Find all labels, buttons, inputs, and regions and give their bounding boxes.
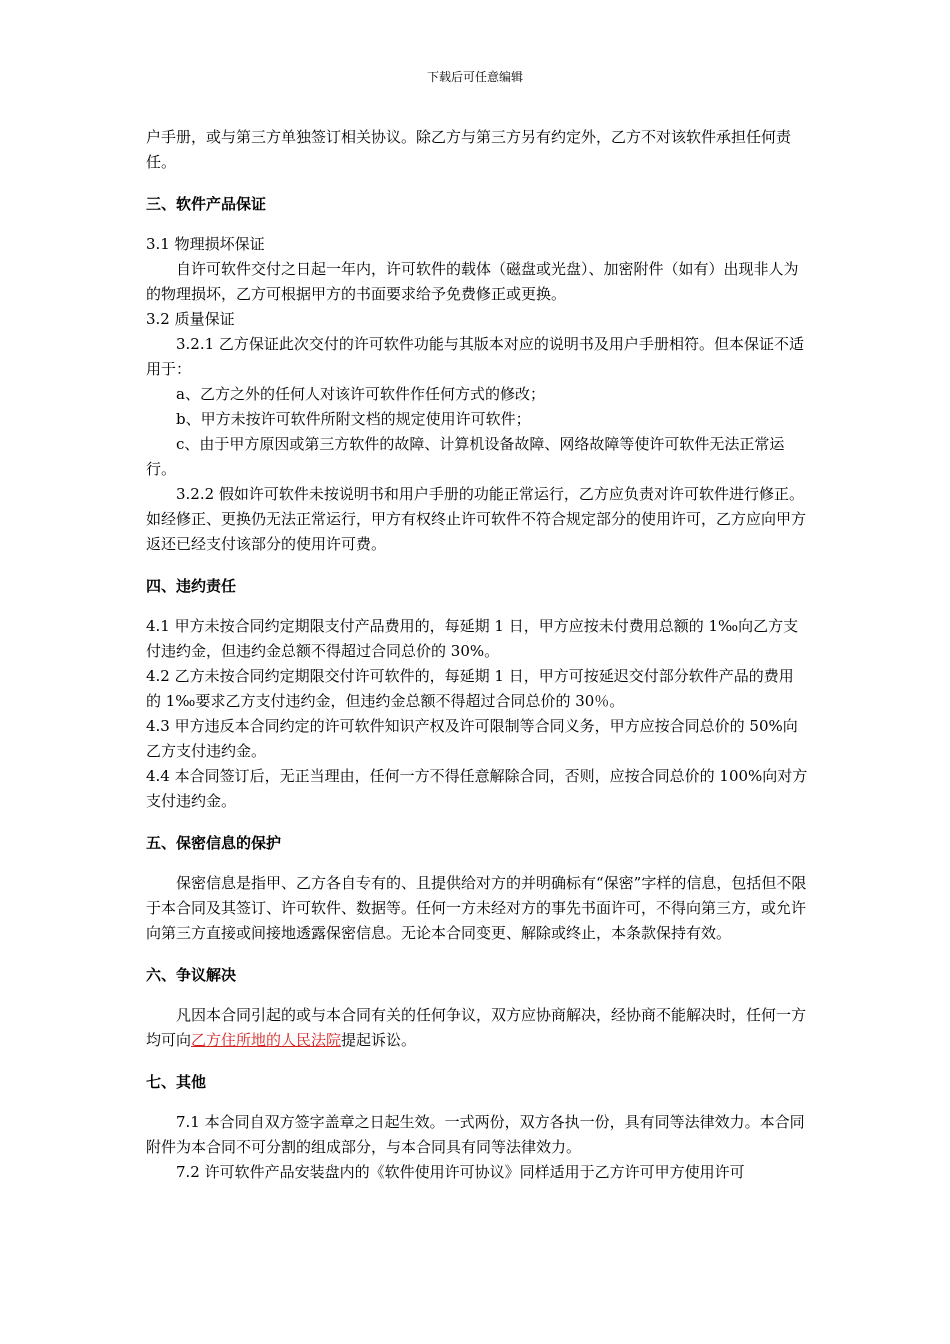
section-4-1: 4.1 甲方未按合同约定期限支付产品费用的，每延期 1 日，甲方应按未付费用总额的 1‰向乙方支付违约金，但违约金总额不得超过合同总价的 30%。 xyxy=(146,617,799,660)
section-6-text-b: 提起诉讼。 xyxy=(341,1031,417,1049)
intro-paragraph: 户手册，或与第三方单独签订相关协议。除乙方与第三方另有约定外，乙方不对该软件承担任何责任。 xyxy=(146,128,792,171)
section-7-1-paragraph: 7.1 本合同自双方签字盖章之日起生效。一式两份，双方各执一份，具有同等法律效力。本合同附件为本合同不可分割的组成部分，与本合同具有同等法律效力。 xyxy=(146,1113,805,1156)
document-body xyxy=(146,125,808,1185)
section-3-2-2-paragraph: 3.2.2 假如许可软件未按说明书和用户手册的功能正常运行，乙方应负责对许可软件进行修正。如经修正、更换仍无法正常运行，甲方有权终止许可软件不符合规定部分的使用许可，乙方应向甲方返还已经支付该部分的使用许可费。 xyxy=(146,485,807,553)
section-4-3: 4.3 甲方违反本合同约定的许可软件知识产权及许可限制等合同义务，甲方应按合同总价的 50%向乙方支付违约金。 xyxy=(146,717,798,760)
section-3-title: 三、软件产品保证 xyxy=(146,195,267,213)
highlight-court-location: 乙方住所地的 xyxy=(191,1031,282,1049)
section-7-title: 七、其他 xyxy=(146,1073,207,1091)
section-5-paragraph: 保密信息是指甲、乙方各自专有的、且提供给对方的并明确标有“保密”字样的信息，包括但不限于本合同及其签订、许可软件、数据等。任何一方未经对方的事先书面许可，不得向第三方，或允许向第三方直接或间接地透露保密信息。无论本合同变更、解除或终止，本条款保持有效。 xyxy=(146,874,807,942)
section-3-1-paragraph: 自许可软件交付之日起一年内，许可软件的载体（磁盘或光盘）、加密附件（如有）出现非人为的物理损坏，乙方可根据甲方的书面要求给予免费修正或更换。 xyxy=(146,260,799,303)
section-4-2: 4.2 乙方未按合同约定期限交付许可软件的，每延期 1 日，甲方可按延迟交付部分软件产品的费用的 1‰要求乙方支付违约金，但违约金总额不得超过合同总价的 30％。 xyxy=(146,667,794,710)
section-6-text-a: 凡因本合同引起的或与本合同有关的任何争议，双方应协商解决，经协商不能解决时，任何一方均可向 xyxy=(146,1006,807,1049)
section-3-1-heading: 3.1 物理损坏保证 xyxy=(146,235,265,253)
section-3-2-heading: 3.2 质量保证 xyxy=(146,310,235,328)
section-4-4: 4.4 本合同签订后，无正当理由，任何一方不得任意解除合同，否则，应按合同总价的 100%向对方支付违约金。 xyxy=(146,767,808,810)
section-6-paragraph xyxy=(146,1003,808,1053)
highlight-court: 人民法院 xyxy=(281,1031,342,1049)
list-item-b: b、甲方未按许可软件所附文档的规定使用许可软件； xyxy=(176,410,531,428)
list-item-c: c、由于甲方原因或第三方软件的故障、计算机设备故障、网络故障等使许可软件无法正常运行。 xyxy=(146,435,785,478)
section-3-2-1-paragraph: 3.2.1 乙方保证此次交付的许可软件功能与其版本对应的说明书及用户手册相符。但本保证不适用于： xyxy=(146,335,804,378)
section-5-title: 五、保密信息的保护 xyxy=(146,834,282,852)
section-4-title: 四、违约责任 xyxy=(146,577,237,595)
section-6-title: 六、争议解决 xyxy=(146,966,237,984)
section-7-2-paragraph: 7.2 许可软件产品安装盘内的《软件使用许可协议》同样适用于乙方许可甲方使用许可 xyxy=(176,1163,745,1181)
page-header: 下载后可任意编辑 xyxy=(426,70,523,84)
list-item-a: a、乙方之外的任何人对该许可软件作任何方式的修改； xyxy=(176,385,545,403)
